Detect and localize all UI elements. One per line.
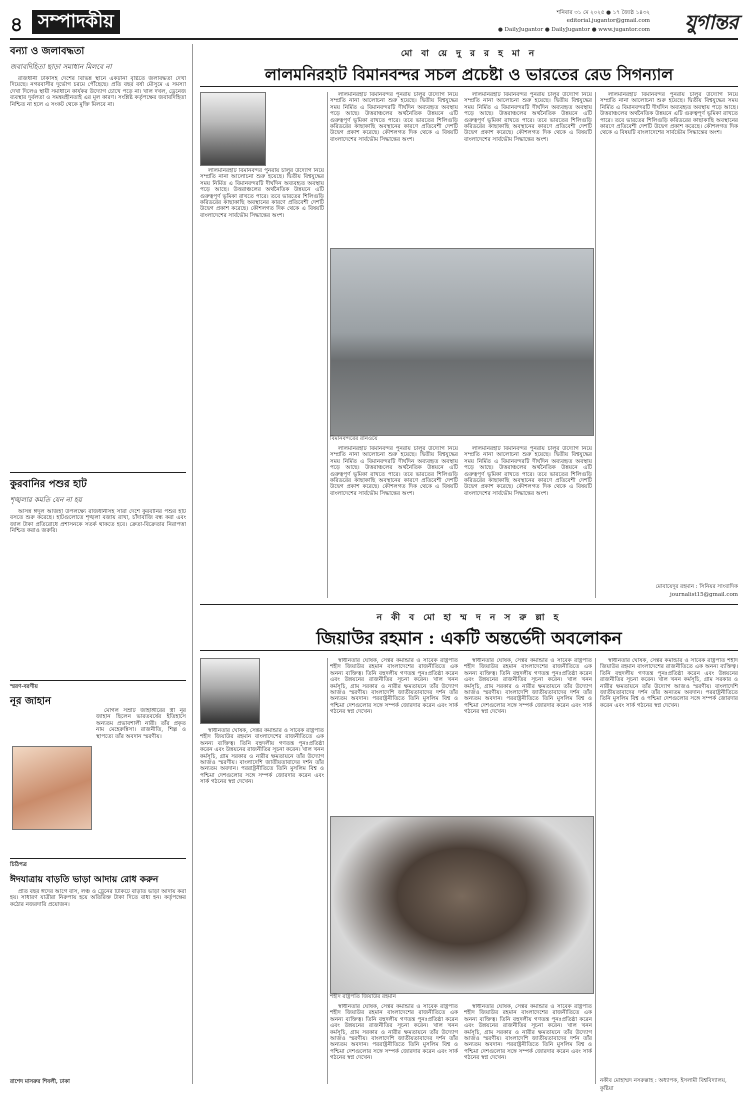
column-divider (327, 92, 328, 598)
photo-caption: শহীদ রাষ্ট্রপতি জিয়াউর রহমান (330, 994, 396, 1000)
masthead (10, 8, 738, 36)
column-divider (327, 658, 328, 1084)
article-byline: ন কী ব মো হা ম্ম দ ন স রু ল্লা হ (376, 613, 562, 623)
editorial-cattle-market (10, 477, 186, 679)
portrait-illustration (12, 746, 92, 830)
article-body-col3b: লালমনিরহাট বিমানবন্দর পুনরায় চালুর উদ্যোগ নিয়ে সম্প্রতি নানা আলোচনা শুরু হয়েছে। দ্বিতীয় বিশ্বযুদ্ধের সময় নির্মিত এ বিমানবন্দরটি দীর্ঘদিন অব্যবহৃত অবস্থায় পড়ে আছে। উত্তরাঞ্চলের অর্থনৈতিক উন্নয়নে এটি গুরুত্বপূর্ণ ভূমিকা রাখতে পারে। তবে ভারতের শিলিগুড়ি করিডরের কাছাকাছি অবস্থানের কারণে প্রতিবেশী দেশটি উদ্বেগ প্রকাশ করেছে। কৌশলগত দিক থেকে এ বিষয়টি বাংলাদেশের সার্বভৌম সিদ্ধান্তের অংশ। (464, 446, 592, 497)
letter-body: প্রতি বছর ঈদের আগে বাস, লঞ্চ ও ট্রেনের টিকিটে বাড়তি ভাড়া আদায় করা হয়। সাধারণ যাত্রীরা নিরুপায় হয়ে অতিরিক্ত টাকা দিতে বাধ্য হন। কর্তৃপক্ষের কঠোর নজরদারি প্রয়োজন। (10, 889, 186, 908)
feature-title: নূর জাহান (10, 696, 51, 707)
article-body-col2: স্বাধীনতার ঘোষক, সেক্টর কমান্ডার ও সাবেক রাষ্ট্রপতি শহীদ জিয়াউর রহমান বাংলাদেশের রাজনীতিতে এক অনন্য ব্যক্তিত্ব। তিনি বহুদলীয় গণতন্ত্র পুনঃপ্রতিষ্ঠা করেন এবং উন্নয়নের রাজনীতির সূচনা করেন। খাল খনন কর্মসূচি, গ্রাম সরকার ও নারীর ক্ষমতায়নে তাঁর উদ্যোগ আজও স্মরণীয়। বাংলাদেশি জাতীয়তাবাদের দর্শন তাঁর অন্যতম অবদান। পররাষ্ট্রনীতিতে তিনি মুসলিম বিশ্ব ও পশ্চিমা দেশগুলোর সঙ্গে সম্পর্ক জোরদার করেন এবং সার্ক গঠনের স্বপ্ন দেখেন। (330, 658, 458, 716)
newspaper-logo: যুগান্তর (684, 10, 738, 34)
feature-remembrance (10, 684, 186, 740)
article-body-col4: লালমনিরহাট বিমানবন্দর পুনরায় চালুর উদ্যোগ নিয়ে সম্প্রতি নানা আলোচনা শুরু হয়েছে। দ্বিতীয় বিশ্বযুদ্ধের সময় নির্মিত এ বিমানবন্দরটি দীর্ঘদিন অব্যবহৃত অবস্থায় পড়ে আছে। উত্তরাঞ্চলের অর্থনৈতিক উন্নয়নে এটি গুরুত্বপূর্ণ ভূমিকা রাখতে পারে। তবে ভারতের শিলিগুড়ি করিডরের কাছাকাছি অবস্থানের কারণে প্রতিবেশী দেশটি উদ্বেগ প্রকাশ করেছে। কৌশলগত দিক থেকে এ বিষয়টি বাংলাদেশের সার্বভৌম সিদ্ধান্তের অংশ। (600, 92, 738, 137)
author-photo (200, 658, 260, 724)
article-headline: লালমনিরহাট বিমানবন্দর সচল প্রচেষ্টা ও ভারতের রেড সিগন্যাল (264, 65, 674, 84)
article-body-col3: লালমনিরহাট বিমানবন্দর পুনরায় চালুর উদ্যোগ নিয়ে সম্প্রতি নানা আলোচনা শুরু হয়েছে। দ্বিতীয় বিশ্বযুদ্ধের সময় নির্মিত এ বিমানবন্দরটি দীর্ঘদিন অব্যবহৃত অবস্থায় পড়ে আছে। উত্তরাঞ্চলের অর্থনৈতিক উন্নয়নে এটি গুরুত্বপূর্ণ ভূমিকা রাখতে পারে। তবে ভারতের শিলিগুড়ি করিডরের কাছাকাছি অবস্থানের কারণে প্রতিবেশী দেশটি উদ্বেগ প্রকাশ করেছে। কৌশলগত দিক থেকে এ বিষয়টি বাংলাদেশের সার্বভৌম সিদ্ধান্তের অংশ। (464, 92, 592, 143)
feature-body: মোগল সম্রাট জাহাঙ্গীরের স্ত্রী নূর জাহান ছিলেন ভারতবর্ষের ইতিহাসে অন্যতম প্রভাবশালী নারী। তাঁর প্রকৃত নাম মেহেরুন্নিসা। রাজনীতি, শিল্প ও স্থাপত্যে তাঁর অবদান স্মরণীয়। (96, 708, 186, 740)
social-links (480, 27, 650, 33)
editorial-subtitle: জবাবদিহিতা ছাড়া সমাধান মিলবে না (10, 63, 112, 71)
section-title: সম্পাদকীয় (32, 10, 120, 34)
photo-caption: বিমানবন্দরের রানওয়ে (330, 436, 378, 442)
section-rule (200, 604, 738, 605)
divider (10, 680, 186, 681)
divider (10, 858, 186, 859)
letter-title: ঈদযাত্রায় বাড়তি ভাড়া আদায় রোধ করুন (10, 875, 159, 885)
globe-icon[interactable]: ● (591, 27, 597, 33)
article-headline: জিয়াউর রহমান : একটি অন্তর্ভেদী অবলোকন (316, 629, 622, 649)
letters-section (10, 862, 186, 1087)
editorial-body: রাজধানী ঢাকাসহ দেশের বিভিন্ন স্থানে একটানা বৃষ্টিতে জলাবদ্ধতা দেখা দিয়েছে। নগরবাসীর দুর্ভোগ চরমে পৌঁছেছে। প্রতি বছর বর্ষা মৌসুমে এ সমস্যা দেখা দিলেও স্থায়ী সমাধানে কার্যকর উদ্যোগ চোখে পড়ে না। খাল দখল, ড্রেনেজ ব্যবস্থার দুর্বলতা ও সমন্বয়হীনতাই এর মূল কারণ। সংশ্লিষ্ট কর্তৃপক্ষের জবাবদিহিতা নিশ্চিত না হলে এ সংকট থেকে মুক্তি মিলবে না। (10, 76, 186, 108)
editorial-body: আসন্ন ঈদুল আজহা উপলক্ষ্যে রাজধানীসহ সারা দেশে কুরবানির পশুর হাট বসতে শুরু করেছে। হাটগুলোতে শৃঙ্খলা বজায় রাখা, চাঁদাবাজি বন্ধ করা এবং জাল টাকা প্রতিরোধে প্রশাসনকে সতর্ক থাকতে হবে। ক্রেতা-বিক্রেতার নিরাপত্তা নিশ্চিত করাও জরুরি। (10, 509, 186, 535)
editorial-subtitle: শৃঙ্খলার কমতি যেন না হয় (10, 496, 82, 504)
article-body: স্বাধীনতার ঘোষক, সেক্টর কমান্ডার ও সাবেক রাষ্ট্রপতি শহীদ জিয়াউর রহমান বাংলাদেশের রাজনীতিতে এক অনন্য ব্যক্তিত্ব। তিনি বহুদলীয় গণতন্ত্র পুনঃপ্রতিষ্ঠা করেন এবং উন্নয়নের রাজনীতির সূচনা করেন। খাল খনন কর্মসূচি, গ্রাম সরকার ও নারীর ক্ষমতায়নে তাঁর উদ্যোগ আজও স্মরণীয়। বাংলাদেশি জাতীয়তাবাদের দর্শন তাঁর অন্যতম অবদান। পররাষ্ট্রনীতিতে তিনি মুসলিম বিশ্ব ও পশ্চিমা দেশগুলোর সঙ্গে সম্পর্ক জোরদার করেন এবং সার্ক গঠনের স্বপ্ন দেখেন। (200, 728, 324, 786)
column-divider (192, 44, 193, 1084)
column-divider (595, 658, 596, 1084)
feature-label: স্মরণ-বরণীয় (10, 684, 38, 690)
author-photo (200, 92, 266, 166)
article-body-col3b: স্বাধীনতার ঘোষক, সেক্টর কমান্ডার ও সাবেক রাষ্ট্রপতি শহীদ জিয়াউর রহমান বাংলাদেশের রাজনীতিতে এক অনন্য ব্যক্তিত্ব। তিনি বহুদলীয় গণতন্ত্র পুনঃপ্রতিষ্ঠা করেন এবং উন্নয়নের রাজনীতির সূচনা করেন। খাল খনন কর্মসূচি, গ্রাম সরকার ও নারীর ক্ষমতায়নে তাঁর উদ্যোগ আজও স্মরণীয়। বাংলাদেশি জাতীয়তাবাদের দর্শন তাঁর অন্যতম অবদান। পররাষ্ট্রনীতিতে তিনি মুসলিম বিশ্ব ও পশ্চিমা দেশগুলোর সঙ্গে সম্পর্ক জোরদার করেন এবং সার্ক গঠনের স্বপ্ন দেখেন। (464, 1004, 592, 1062)
social-handle[interactable]: DailyJugantor (551, 27, 590, 33)
website-link[interactable]: www.jugantor.com (598, 27, 650, 33)
twitter-icon[interactable]: ● (544, 27, 550, 33)
article-byline: মো বা য়ে দু র র হ মা ন (400, 49, 538, 59)
author-email[interactable]: journalist15@gmail.com (670, 592, 738, 598)
article-body-col2: লালমনিরহাট বিমানবন্দর পুনরায় চালুর উদ্যোগ নিয়ে সম্প্রতি নানা আলোচনা শুরু হয়েছে। দ্বিতীয় বিশ্বযুদ্ধের সময় নির্মিত এ বিমানবন্দরটি দীর্ঘদিন অব্যবহৃত অবস্থায় পড়ে আছে। উত্তরাঞ্চলের অর্থনৈতিক উন্নয়নে এটি গুরুত্বপূর্ণ ভূমিকা রাখতে পারে। তবে ভারতের শিলিগুড়ি করিডরের কাছাকাছি অবস্থানের কারণে প্রতিবেশী দেশটি উদ্বেগ প্রকাশ করেছে। কৌশলগত দিক থেকে এ বিষয়টি বাংলাদেশের সার্বভৌম সিদ্ধান্তের অংশ। (330, 92, 458, 143)
letter-author: রাশেদ মাসরুর শিবলী, ঢাকা (10, 1079, 70, 1085)
page-number: ৪ (10, 12, 23, 36)
article-body-col3: স্বাধীনতার ঘোষক, সেক্টর কমান্ডার ও সাবেক রাষ্ট্রপতি শহীদ জিয়াউর রহমান বাংলাদেশের রাজনীতিতে এক অনন্য ব্যক্তিত্ব। তিনি বহুদলীয় গণতন্ত্র পুনঃপ্রতিষ্ঠা করেন এবং উন্নয়নের রাজনীতির সূচনা করেন। খাল খনন কর্মসূচি, গ্রাম সরকার ও নারীর ক্ষমতায়নে তাঁর উদ্যোগ আজও স্মরণীয়। বাংলাদেশি জাতীয়তাবাদের দর্শন তাঁর অন্যতম অবদান। পররাষ্ট্রনীতিতে তিনি মুসলিম বিশ্ব ও পশ্চিমা দেশগুলোর সঙ্গে সম্পর্ক জোরদার করেন এবং সার্ক গঠনের স্বপ্ন দেখেন। (464, 658, 592, 716)
date-line: শনিবার ৩১ মে ২০২৫ ● ১৭ জ্যৈষ্ঠ ১৪৩২ (556, 10, 650, 16)
article-body: লালমনিরহাট বিমানবন্দর পুনরায় চালুর উদ্যোগ নিয়ে সম্প্রতি নানা আলোচনা শুরু হয়েছে। দ্বিতীয় বিশ্বযুদ্ধের সময় নির্মিত এ বিমানবন্দরটি দীর্ঘদিন অব্যবহৃত অবস্থায় পড়ে আছে। উত্তরাঞ্চলের অর্থনৈতিক উন্নয়নে এটি গুরুত্বপূর্ণ ভূমিকা রাখতে পারে। তবে ভারতের শিলিগুড়ি করিডরের কাছাকাছি অবস্থানের কারণে প্রতিবেশী দেশটি উদ্বেগ প্রকাশ করেছে। কৌশলগত দিক থেকে এ বিষয়টি বাংলাদেশের সার্বভৌম সিদ্ধান্তের অংশ। (200, 168, 324, 219)
author-note: মোবায়েদুর রহমান : সিনিয়র সাংবাদিক (655, 584, 738, 590)
ziaur-rahman-photo (330, 816, 594, 994)
letters-label: চিঠিপত্র (10, 862, 27, 868)
email[interactable]: editorial.jugantor@gmail.com (566, 18, 650, 24)
article-body-col2b: স্বাধীনতার ঘোষক, সেক্টর কমান্ডার ও সাবেক রাষ্ট্রপতি শহীদ জিয়াউর রহমান বাংলাদেশের রাজনীতিতে এক অনন্য ব্যক্তিত্ব। তিনি বহুদলীয় গণতন্ত্র পুনঃপ্রতিষ্ঠা করেন এবং উন্নয়নের রাজনীতির সূচনা করেন। খাল খনন কর্মসূচি, গ্রাম সরকার ও নারীর ক্ষমতায়নে তাঁর উদ্যোগ আজও স্মরণীয়। বাংলাদেশি জাতীয়তাবাদের দর্শন তাঁর অন্যতম অবদান। পররাষ্ট্রনীতিতে তিনি মুসলিম বিশ্ব ও পশ্চিমা দেশগুলোর সঙ্গে সম্পর্ক জোরদার করেন এবং সার্ক গঠনের স্বপ্ন দেখেন। (330, 1004, 458, 1062)
social-handle[interactable]: DailyJugantor (504, 27, 544, 33)
editorial-title: বন্যা ও জলাবদ্ধতা (10, 46, 85, 57)
divider (10, 472, 186, 473)
column-divider (595, 92, 596, 598)
facebook-icon[interactable]: ● (497, 27, 503, 33)
masthead-rule (10, 38, 738, 40)
airport-photo (330, 248, 594, 436)
editorial-title: কুরবানির পশুর হাট (10, 479, 87, 490)
article-body-col2b: লালমনিরহাট বিমানবন্দর পুনরায় চালুর উদ্যোগ নিয়ে সম্প্রতি নানা আলোচনা শুরু হয়েছে। দ্বিতীয় বিশ্বযুদ্ধের সময় নির্মিত এ বিমানবন্দরটি দীর্ঘদিন অব্যবহৃত অবস্থায় পড়ে আছে। উত্তরাঞ্চলের অর্থনৈতিক উন্নয়নে এটি গুরুত্বপূর্ণ ভূমিকা রাখতে পারে। তবে ভারতের শিলিগুড়ি করিডরের কাছাকাছি অবস্থানের কারণে প্রতিবেশী দেশটি উদ্বেগ প্রকাশ করেছে। কৌশলগত দিক থেকে এ বিষয়টি বাংলাদেশের সার্বভৌম সিদ্ধান্তের অংশ। (330, 446, 458, 497)
article-body-col4: স্বাধীনতার ঘোষক, সেক্টর কমান্ডার ও সাবেক রাষ্ট্রপতি শহীদ জিয়াউর রহমান বাংলাদেশের রাজনীতিতে এক অনন্য ব্যক্তিত্ব। তিনি বহুদলীয় গণতন্ত্র পুনঃপ্রতিষ্ঠা করেন এবং উন্নয়নের রাজনীতির সূচনা করেন। খাল খনন কর্মসূচি, গ্রাম সরকার ও নারীর ক্ষমতায়নে তাঁর উদ্যোগ আজও স্মরণীয়। বাংলাদেশি জাতীয়তাবাদের দর্শন তাঁর অন্যতম অবদান। পররাষ্ট্রনীতিতে তিনি মুসলিম বিশ্ব ও পশ্চিমা দেশগুলোর সঙ্গে সম্পর্ক জোরদার করেন এবং সার্ক গঠনের স্বপ্ন দেখেন। (600, 658, 738, 709)
author-note: নকীব মোহাম্মদ নসরুল্লাহ : অধ্যাপক, ইসলামী বিশ্ববিদ্যালয়, কুষ্টিয়া (600, 1078, 727, 1092)
headline-rule (200, 86, 738, 87)
editorial-flood (10, 44, 186, 486)
headline-rule (200, 650, 738, 651)
